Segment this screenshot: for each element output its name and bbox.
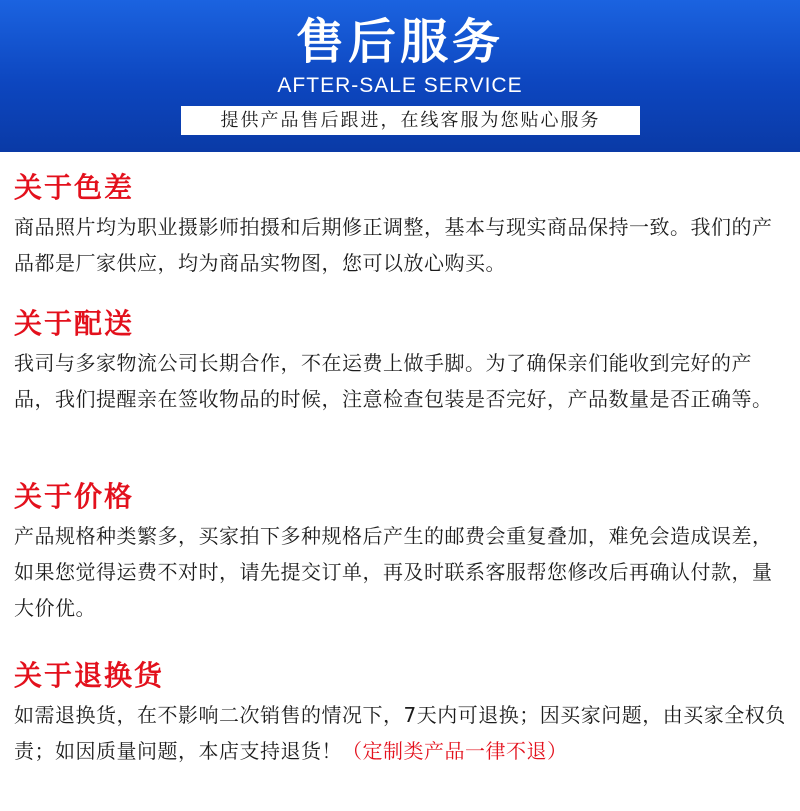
section-body: 商品照片均为职业摄影师拍摄和后期修正调整，基本与现实商品保持一致。我们的产品都是厂家供应，均为商品实物图，您可以放心购买。 [14, 215, 773, 275]
page-subtitle: AFTER-SALE SERVICE [277, 74, 523, 97]
section-body: 产品规格种类繁多，买家拍下多种规格后产生的邮费会重复叠加，难免会造成误差，如果您觉得运费不对时，请先提交订单，再及时联系客服帮您修改后再确认付款，量大价优。 [14, 524, 773, 620]
tagline: 提供产品售后跟进，在线客服为您贴心服务 [181, 106, 640, 135]
section-price [14, 479, 790, 626]
custom-products-notice: （定制类产品一律不退） [342, 739, 568, 763]
section-title: 关于配送 [14, 307, 135, 340]
page-title: 售后服务 [295, 14, 504, 70]
section-returns [14, 658, 790, 769]
header-banner [0, 0, 800, 152]
section-body [14, 697, 790, 769]
section-body: 我司与多家物流公司长期合作，不在运费上做手脚。为了确保亲们能收到完好的产品，我们提醒亲在签收物品的时候，注意检查包装是否完好，产品数量是否正确等。 [14, 351, 773, 411]
section-delivery [14, 306, 790, 417]
section-title: 关于色差 [14, 171, 135, 204]
section-title: 关于价格 [14, 480, 135, 513]
returns-policy-text: 如需退换货，在不影响二次销售的情况下，7天内可退换；因买家问题，由买家全权负责；如因质量问题，本店支持退货！ [14, 703, 786, 763]
section-title: 关于退换货 [14, 659, 165, 692]
section-color-difference [14, 170, 790, 281]
